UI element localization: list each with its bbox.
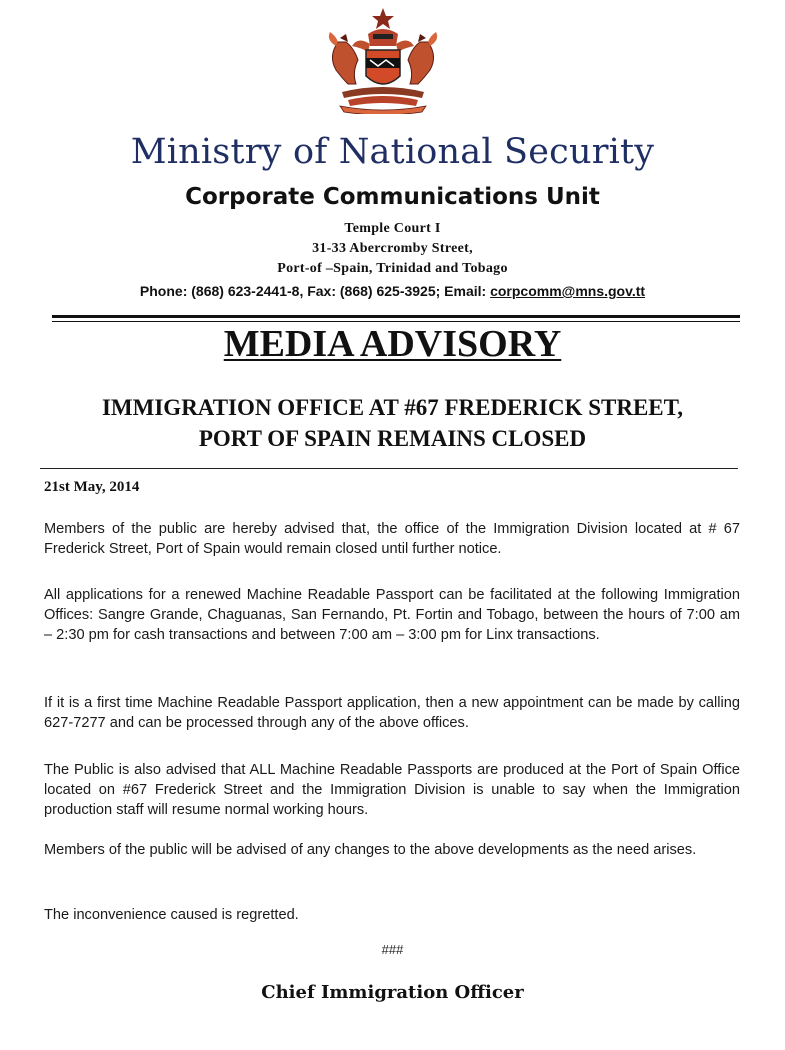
contact-details: Phone: (868) 623-2441-8, Fax: (868) 625-3925; Email: bbox=[139, 283, 491, 299]
paragraph-4: The Public is also advised that ALL Machine Readable Passports are produced at the Port of Spain Office located on #67 Frederick Street and the Immigration Division is unable to say when the Immigration production staff will resume normal working hours. bbox=[44, 762, 740, 818]
unit-name: Corporate Communications Unit bbox=[185, 184, 600, 210]
paragraph-2: All applications for a renewed Machine Readable Passport can be facilitated at the following Immigration Offices: Sangre Grande, Chaguanas, San Fernando, Pt. Fortin and Tobago, between the hours of 7:00 am – 2:30 pm for cash transactions and between 7:00 am – 3:00 pm for Linx transactions. bbox=[44, 587, 740, 643]
end-mark: ### bbox=[381, 942, 404, 957]
advisory-date: 21st May, 2014 bbox=[44, 479, 140, 495]
headline-line-1: IMMIGRATION OFFICE AT #67 FREDERICK STREET, bbox=[101, 395, 684, 420]
headline-line-2: PORT OF SPAIN REMAINS CLOSED bbox=[198, 426, 587, 451]
advisory-title: MEDIA ADVISORY bbox=[223, 323, 562, 365]
address-line-1: Temple Court I bbox=[344, 221, 441, 236]
coat-of-arms-icon bbox=[318, 6, 448, 114]
address-line-3: Port-of –Spain, Trinidad and Tobago bbox=[277, 261, 508, 276]
signoff: Chief Immigration Officer bbox=[261, 982, 524, 1003]
header-rule-thick bbox=[52, 315, 740, 318]
paragraph-6: The inconvenience caused is regretted. bbox=[44, 907, 299, 923]
address-line-2: 31-33 Abercromby Street, bbox=[312, 241, 473, 256]
ministry-name: Ministry of National Security bbox=[130, 132, 655, 172]
paragraph-3: If it is a first time Machine Readable Passport application, then a new appointment can be made by calling 627-7277 and can be processed through any of the above offices. bbox=[44, 695, 740, 731]
headline-rule bbox=[40, 468, 738, 469]
paragraph-1: Members of the public are hereby advised that, the office of the Immigration Division located at # 67 Frederick Street, Port of Spain would remain closed until further notice. bbox=[44, 521, 740, 557]
paragraph-5: Members of the public will be advised of any changes to the above developments as the need arises. bbox=[44, 842, 697, 858]
advisory-title-row bbox=[0, 322, 785, 366]
email-link[interactable]: corpcomm@mns.gov.tt bbox=[490, 283, 646, 299]
contact-line bbox=[0, 283, 785, 299]
